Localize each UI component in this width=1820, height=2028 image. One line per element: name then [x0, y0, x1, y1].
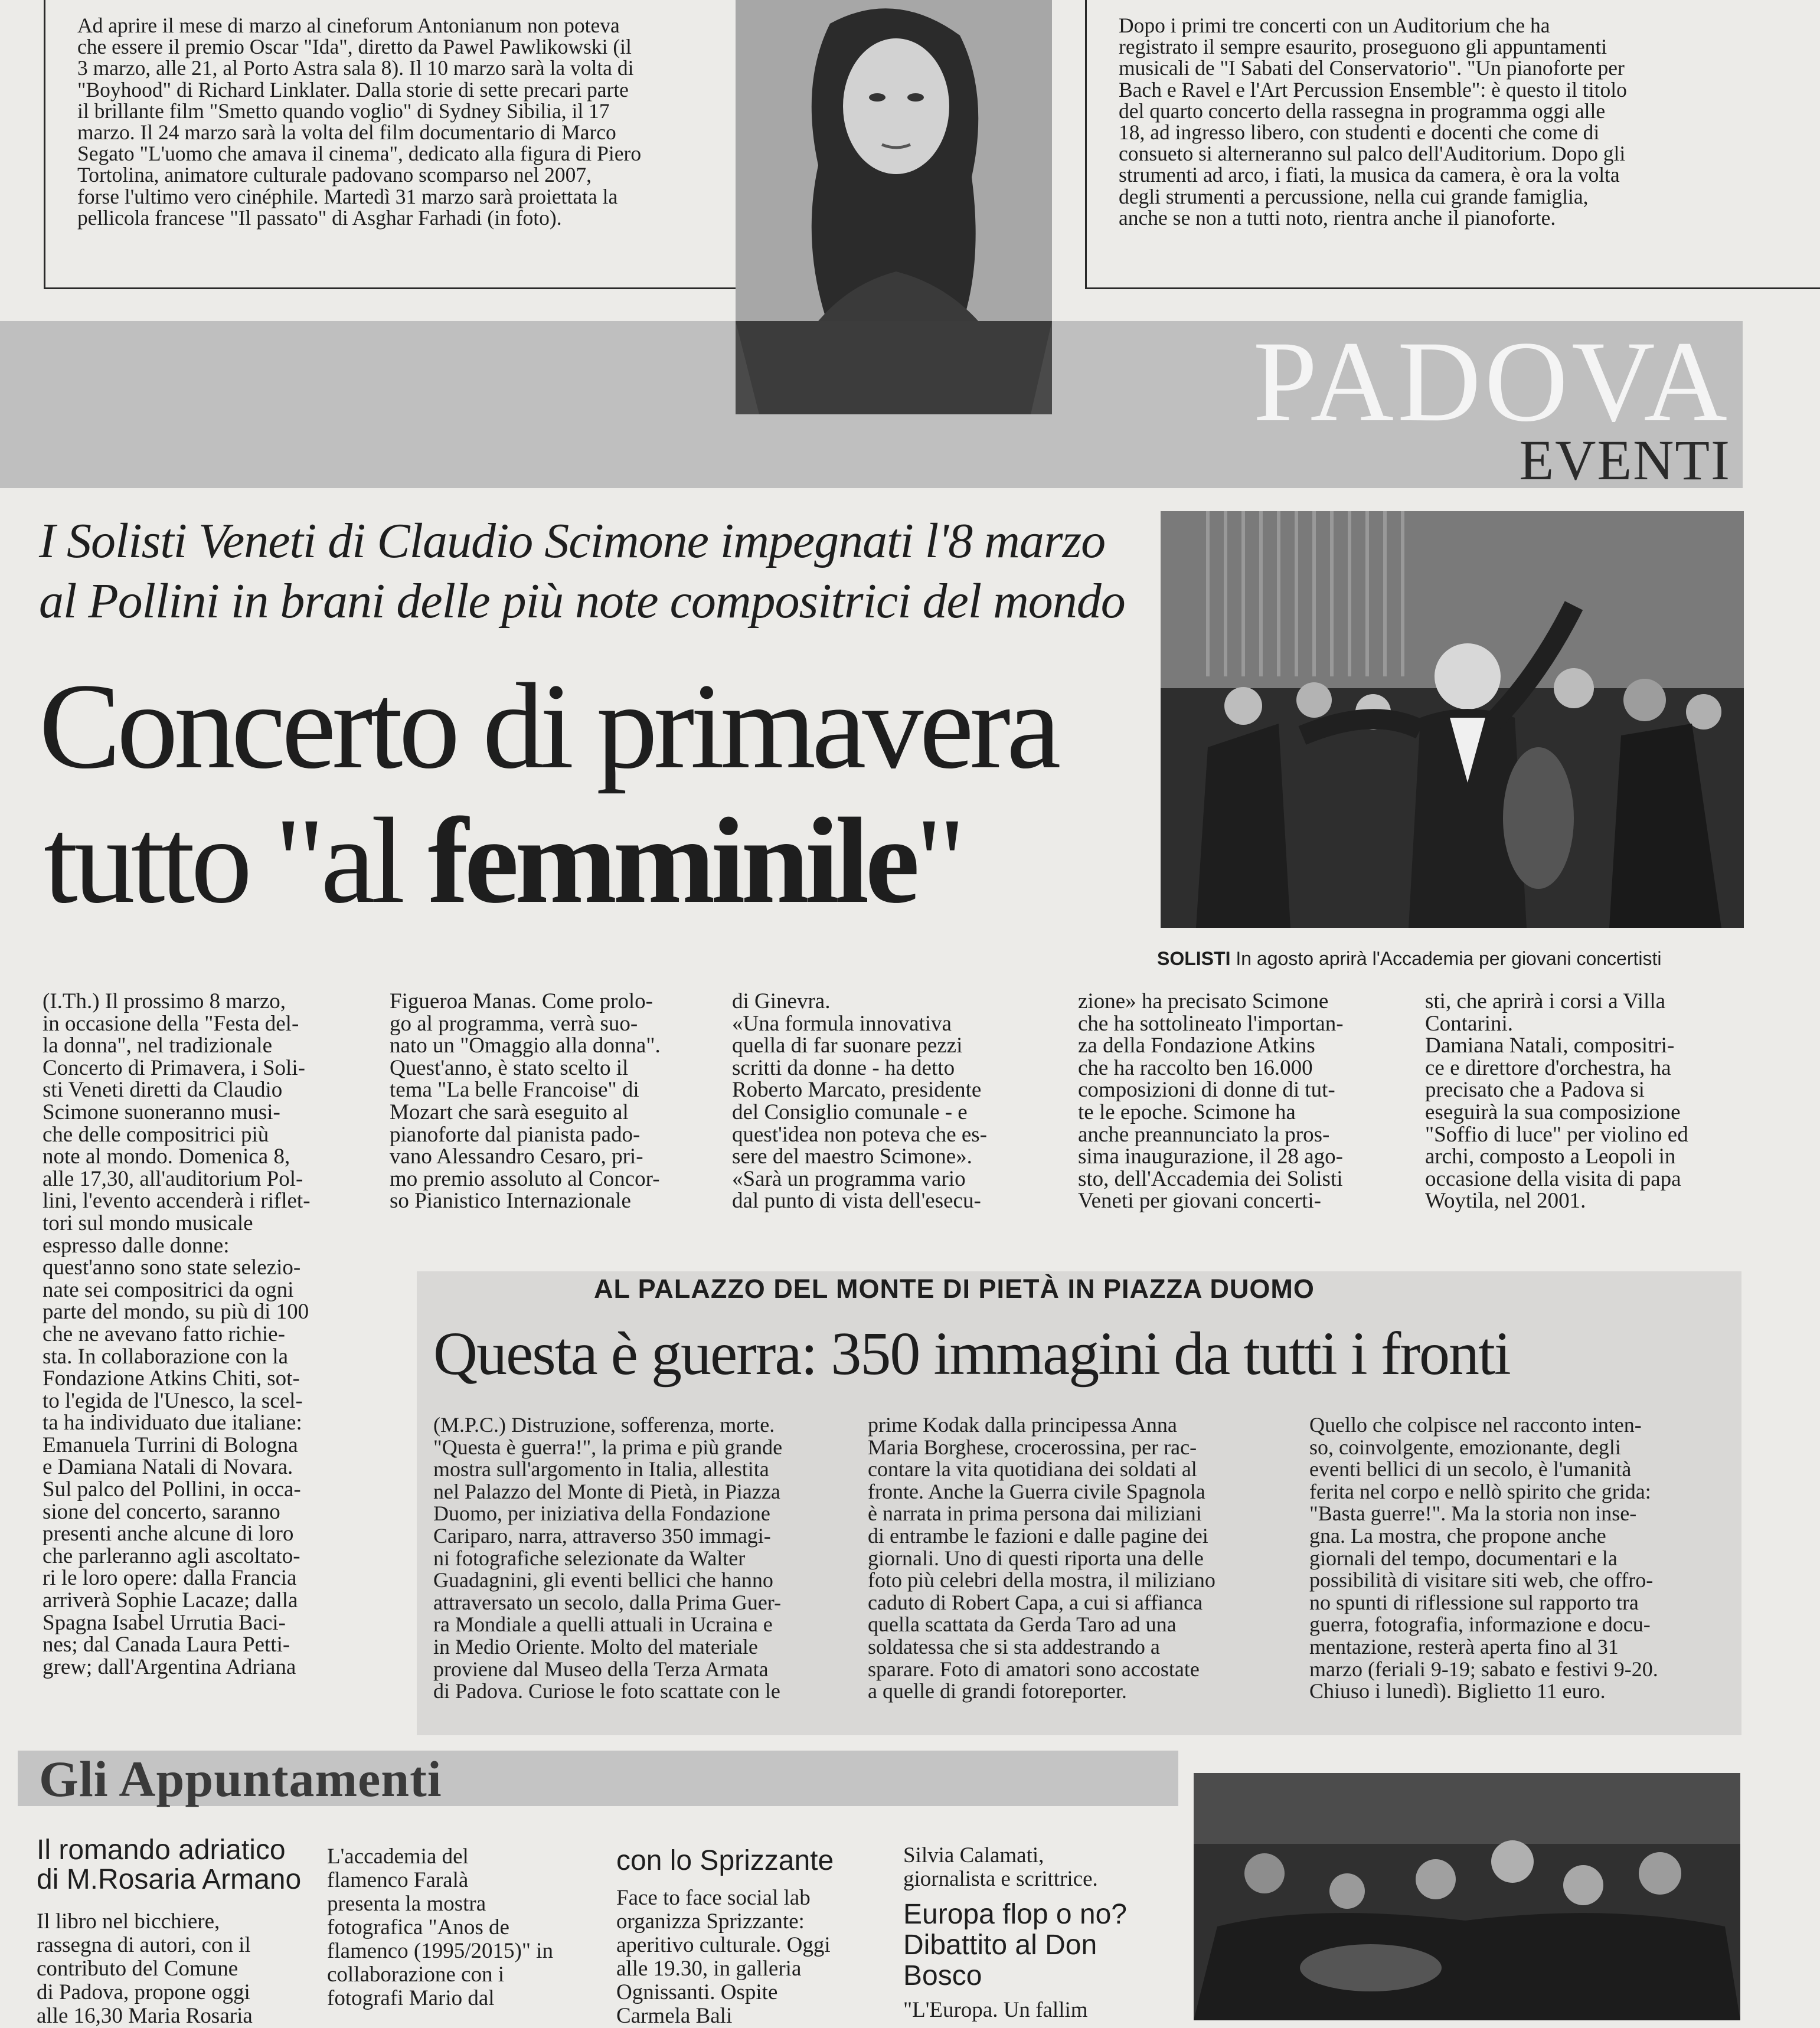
main-col-2: Figueroa Manas. Come prolo- go al programma, verrà suo- nato un "Omaggio alla donna". Quest'anno, è stato scelto il tema "La belle Francoise" di Mozart che sarà eseguito al pianoforte dal pianista pado- vano Alessandro Cesaro, pri- mo premio assoluto al Concor- so Pianistico Internazionale [390, 989, 661, 1213]
orchestra-photo [1161, 511, 1744, 928]
war-article-box [417, 1271, 1741, 1735]
band-photo [1194, 1773, 1740, 2020]
main-col-3: di Ginevra. «Una formula innovativa quella di far suonare pezzi scritti da donne - ha detto Roberto Marcato, presidente del Consiglio comunale - e quest'idea non poteva che es- sere del maestro Scimone». «Sarà un programma vario dal punto di vista dell'esecu- [732, 989, 988, 1213]
main-col-4: zione» ha precisato Scimone che ha sottolineato l'importan- za della Fondazione Atkins che ha raccolto ben 16.000 composizioni di donne di tut- te le epoche. Scimone ha anche preannunciato la pros- sima inaugurazione, il 28 ago- sto, dell'Accademia dei Solisti Veneti per giovani concerti- [1078, 989, 1344, 1213]
conservatorio-text: Dopo i primi tre concerti con un Auditorium che ha registrato il sempre esaurito, proseguono gli appuntamenti musicali de "I Sabati del Conservatorio". "Un pianoforte per Bach e Ravel e l'Art Percussion Ensemble": è questo il titolo del quarto concerto della rassegna in programma oggi alle 18, ad ingresso libero, con studenti e docenti che come di consueto si alterneranno sul palco dell'Auditorium. Dopo gli strumenti ad arco, i fiati, la musica da camera, è ora la volta degli strumenti a percussione, nella cui grande famiglia, anche se non a tutti noto, rientra anche il pianoforte. [1119, 14, 1627, 230]
photo-caption-label: SOLISTI [1157, 948, 1231, 969]
main-col-5: sti, che aprirà i corsi a Villa Contarini. Damiana Natali, compositri- ce e direttore d'orchestra, ha precisato che a Padova si eseguirà la sua composizione "Soffio di luce" per violino ed archi, composto a Leopoli in occasione della visita di papa Woytila, nel 2001. [1425, 989, 1688, 1213]
main-col-1: (I.Th.) Il prossimo 8 marzo, in occasione della "Festa del- la donna", nel tradizionale Concerto di Primavera, i Soli- sti Veneti diretti da Claudio Scimone suoneranno musi- che delle compositrici più note al mondo. Domenica 8, alle 17,30, all'auditorium Pol- lini, l'evento accenderà i riflet- tori sul mondo musicale espresso dalle donne: quest'anno sono state selezio- nate sei compositrici da ogni parte del mondo, su più di 100 che ne avevano fatto richie- sta. In collaborazione con la Fondazione Atkins Chiti, sot- to l'egida de l'Unesco, la scel- ta ha individuato due italiane: Emanuela Turrini di Bologna e Damiana Natali di Novara. Sul palco del Pollini, in occa- sione del concerto, saranno presenti anche alcune di loro che parleranno agli ascoltato- ri le loro opere: dalla Francia arriverà Sophie Lacaze; dalla Spagna Isabel Urrutia Baci- nes; dal Canada Laura Petti- grew; dall'Argentina Adriana [43, 989, 311, 1679]
section-subtitle: EVENTI [1519, 429, 1731, 492]
headline-line-1: Concerto di primavera [39, 658, 1057, 794]
headline-line-2 [44, 793, 962, 928]
appointment-2-body: L'accademia del flamenco Faralà presenta la mostra fotografica "Anos de flamenco (1995/2015)" in collaborazione con i fotografi Mario dal [327, 1844, 553, 2010]
photo-caption-text: In agosto aprirà l'Accademia per giovani concertisti [1236, 948, 1662, 969]
photo-caption [1157, 948, 1661, 970]
appointment-4-head: Europa flop o no? Dibattito al Don Bosco [903, 1899, 1127, 1991]
war-headline: Questa è guerra: 350 immagini da tutti i fronti [433, 1320, 1510, 1388]
war-col-1: (M.P.C.) Distruzione, sofferenza, morte. "Questa è guerra!", la prima e più grande mostra sull'argomento in Italia, allestita nel Palazzo del Monte di Pietà, in Piazza Duomo, per iniziativa della Fondazione Cariparo, narra, attraverso 350 immagi- ni fotografiche selezionate da Walter Guadagnini, gli eventi bellici che hanno attraversato un secolo, dalla Prima Guer- ra Mondiale a quelli attuali in Ucraina e in Medio Oriente. Molto del materiale proviene dal Museo della Terza Armata di Padova. Curiose le foto scattate con le [433, 1413, 783, 1703]
article-kicker-1: I Solisti Veneti di Claudio Scimone impegnati l'8 marzo [39, 513, 1106, 568]
headline-emphasis: femminile [427, 793, 916, 928]
appointment-4-body-2: "L'Europa. Un fallim [903, 1998, 1088, 2022]
band-illustration [1194, 1773, 1740, 2020]
appointments-banner [18, 1751, 1178, 1806]
section-title: PADOVA [1253, 318, 1731, 446]
headline-line-2-part1: tutto "al [44, 793, 428, 928]
article-kicker-2: al Pollini in brani delle più note compositrici del mondo [39, 574, 1125, 629]
appointment-4-body: Silvia Calamati, giornalista e scrittrice. [903, 1843, 1098, 1891]
cineforum-box [44, 0, 738, 289]
headline-line-2-part3: " [915, 793, 962, 928]
war-col-3: Quello che colpisce nel racconto inten- so, coinvolgente, emozionante, degli eventi bellici di un secolo, è l'umanità ferita nel corpo e nellò spirito che grida: "Basta guerre!". Ma la storia non inse- gna. La mostra, che propone anche giornali del tempo, documentari e la possibilità di visitare siti web, che offro- no spunti di riflessione sul rapporto tra guerra, fotografia, informazione e docu- mentazione, resterà aperta fino al 31 marzo (feriali 9-19; sabato e festivi 9-20. Chiuso i lunedì). Biglietto 11 euro. [1309, 1413, 1658, 1703]
actress-photo-lower [736, 321, 1052, 414]
appointment-1-body: Il libro nel bicchiere, rassegna di autori, con il contributo del Comune di Padova, propone oggi alle 16,30 Maria Rosaria [37, 1909, 253, 2028]
war-kicker: AL PALAZZO DEL MONTE DI PIETÀ IN PIAZZA DUOMO [594, 1274, 1315, 1304]
appointment-3-body: Face to face social lab organizza Sprizzante: aperitivo culturale. Oggi alle 19.30, in galleria Ognissanti. Ospite Carmela Bali [616, 1886, 831, 2028]
appointment-3-head: con lo Sprizzante [616, 1845, 834, 1876]
actress-lower-illustration [736, 321, 1052, 414]
conservatorio-box [1085, 0, 1820, 289]
war-col-2: prime Kodak dalla principessa Anna Maria Borghese, crocerossina, per rac- contare la vita quotidiana dei soldati al fronte. Anche la Guerra civile Spagnola è narrata in prima persona dai miliziani di entrambe le fazioni e dalle pagine dei giornali. Uno di questi riporta una delle foto più celebri della mostra, il miliziano caduto di Robert Capa, a cui si affianca quella scattata da Gerda Taro ad una soldatessa che si sta addestrando a sparare. Foto di amatori sono accostate a quelle di grandi fotoreporter. [868, 1413, 1215, 1703]
orchestra-illustration [1161, 511, 1744, 928]
appointments-title: Gli Appuntamenti [39, 1751, 442, 1807]
cineforum-text: Ad aprire il mese di marzo al cineforum Antonianum non poteva che essere il premio Oscar "Ida", diretto da Pawel Pawlikowski (il 3 marzo, alle 21, al Porto Astra sala 8). Il 10 marzo sarà la volta di "Boyhood" di Richard Linklater. Dalla storie di sette precari parte il brillante film "Smetto quando voglio" di Sydney Sibilia, il 17 marzo. Il 24 marzo sarà la volta del film documentario di Marco Segato "L'uomo che amava il cinema", dedicato alla figura di Piero Tortolina, animatore culturale padovano scomparso nel 2007, forse l'ultimo vero cinéphile. Martedì 31 marzo sarà proiettata la pellicola francese "Il passato" di Asghar Farhadi (in foto). [77, 14, 642, 230]
appointment-1-head: Il romando adriatico di M.Rosaria Armano [37, 1834, 302, 1895]
